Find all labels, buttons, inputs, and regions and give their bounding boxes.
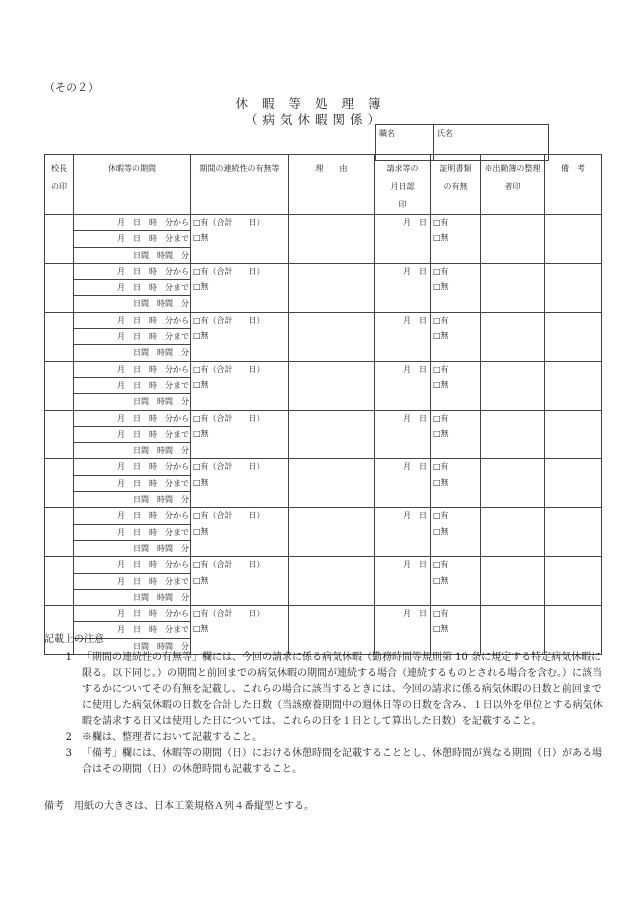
reason-cell[interactable] <box>289 410 375 459</box>
continuity-yes-checkbox[interactable]: □有（合計 日） <box>193 560 265 570</box>
certificate-no-checkbox[interactable]: □無 <box>433 379 449 389</box>
certificate-no-checkbox[interactable]: □無 <box>433 575 449 585</box>
request-date: 月 日 <box>403 218 427 227</box>
continuity-no-checkbox[interactable]: □無 <box>193 575 209 585</box>
attendance-seal-cell[interactable] <box>481 215 545 264</box>
remarks-cell[interactable] <box>545 508 602 557</box>
certificate-yes-checkbox[interactable]: □有 <box>433 413 449 423</box>
period-to: 月 日 時 分まで <box>74 476 190 492</box>
continuity-yes-checkbox[interactable]: □有（合計 日） <box>193 315 265 325</box>
certificate-cell[interactable] <box>431 263 481 312</box>
certificate-no-checkbox[interactable]: □無 <box>433 331 449 341</box>
attendance-seal-cell[interactable] <box>481 312 545 361</box>
leave-record-table <box>44 154 602 655</box>
request-date-cell[interactable] <box>375 410 431 459</box>
continuity-yes-checkbox[interactable]: □有（合計 日） <box>193 413 265 423</box>
continuity-cell[interactable] <box>191 410 289 459</box>
request-date-cell[interactable] <box>375 508 431 557</box>
period-cell[interactable] <box>74 312 191 361</box>
continuity-no-checkbox[interactable]: □無 <box>193 477 209 487</box>
remarks-cell[interactable] <box>545 557 602 606</box>
continuity-cell[interactable] <box>191 263 289 312</box>
certificate-cell[interactable] <box>431 459 481 508</box>
remarks-cell[interactable] <box>545 361 602 410</box>
request-date: 月 日 <box>403 364 427 374</box>
continuity-yes-checkbox[interactable]: □有（合計 日） <box>193 364 265 374</box>
period-cell[interactable] <box>74 263 191 312</box>
header-reason: 理 由 <box>289 155 375 215</box>
certificate-no-checkbox[interactable]: □無 <box>433 428 449 438</box>
reason-cell[interactable] <box>289 361 375 410</box>
period-duration: 日間 時間 分 <box>133 641 189 651</box>
note-item: 1 「期間の連続性の有無等」欄には、今回の請求に係る病気休暇（勤務時間等規則第 10 条に規定する特定病気休暇に限る。以下同じ。）の期間と前回までの病気休暇の期間が連続する場合（連続するものとされる場合を含む。）に該当するかについてその有無を記載し、これらの場合に該当するときには、今回の請求に係る病気休暇の日数と前回までに使用した病気休暇の日数を合計した日数（当該療養期間中の週休日等の日数を含み、１日以外を単位とする病気休暇を請求する日又は使用した日については、これらの日を１日として算出した日数）を記載すること。 <box>65 652 603 727</box>
continuity-no-checkbox[interactable]: □無 <box>193 428 209 438</box>
period-from: 月 日 時 分から <box>74 411 190 427</box>
certificate-cell[interactable] <box>431 557 481 606</box>
certificate-no-checkbox[interactable]: □無 <box>433 526 449 536</box>
continuity-yes-checkbox[interactable]: □有（合計 日） <box>193 218 265 227</box>
period-duration: 日間 時間 分 <box>133 543 189 553</box>
notes-section <box>44 632 604 778</box>
remarks-cell[interactable] <box>545 410 602 459</box>
period-to: 月 日 時 分まで <box>74 280 190 296</box>
certificate-cell[interactable] <box>431 410 481 459</box>
record-row <box>45 459 602 508</box>
period-from: 月 日 時 分から <box>74 362 190 378</box>
period-duration: 日間 時間 分 <box>133 250 189 260</box>
period-from: 月 日 時 分から <box>74 508 190 524</box>
record-row <box>45 215 602 264</box>
period-cell[interactable] <box>74 215 191 264</box>
certificate-no-checkbox[interactable]: □無 <box>433 624 449 634</box>
period-to: 月 日 時 分まで <box>74 378 190 394</box>
continuity-no-checkbox[interactable]: □無 <box>193 379 209 389</box>
period-from: 月 日 時 分から <box>74 215 190 231</box>
header-request-date: 請求等の月日認 印 <box>375 155 431 215</box>
form-subtitle: （病気休暇関係） <box>244 112 385 127</box>
record-row <box>45 410 602 459</box>
header-attendance-seal: ※出勤簿の整理者印 <box>481 155 545 215</box>
principal-seal-cell[interactable] <box>45 361 74 410</box>
period-from: 月 日 時 分から <box>74 459 190 475</box>
form-number: （その２） <box>44 81 99 94</box>
certificate-yes-checkbox[interactable]: □有 <box>433 462 449 472</box>
record-row <box>45 557 602 606</box>
request-date-cell[interactable] <box>375 312 431 361</box>
principal-seal-cell[interactable] <box>45 312 74 361</box>
period-duration: 日間 時間 分 <box>133 495 189 505</box>
reason-cell[interactable] <box>289 312 375 361</box>
certificate-yes-checkbox[interactable]: □有 <box>433 364 449 374</box>
attendance-seal-cell[interactable] <box>481 410 545 459</box>
header-principal-seal: 校長の印 <box>45 155 74 215</box>
continuity-cell[interactable] <box>191 459 289 508</box>
certificate-yes-checkbox[interactable]: □有 <box>433 609 449 619</box>
continuity-cell[interactable] <box>191 508 289 557</box>
period-from: 月 日 時 分から <box>74 606 190 622</box>
header-period: 休暇等の期間 <box>74 155 191 215</box>
request-date: 月 日 <box>403 609 427 619</box>
request-date-cell[interactable] <box>375 361 431 410</box>
certificate-yes-checkbox[interactable]: □有 <box>433 560 449 570</box>
continuity-cell[interactable] <box>191 215 289 264</box>
continuity-no-checkbox[interactable]: □無 <box>193 233 209 243</box>
period-to: 月 日 時 分まで <box>74 525 190 541</box>
continuity-no-checkbox[interactable]: □無 <box>193 331 209 341</box>
certificate-no-checkbox[interactable]: □無 <box>433 233 449 243</box>
period-cell[interactable] <box>74 361 191 410</box>
remarks-cell[interactable] <box>545 312 602 361</box>
remarks-cell[interactable] <box>545 459 602 508</box>
attendance-seal-cell[interactable] <box>481 557 545 606</box>
certificate-no-checkbox[interactable]: □無 <box>433 477 449 487</box>
request-date: 月 日 <box>403 413 427 423</box>
header-continuity: 期間の連続性の有無等 <box>191 155 289 215</box>
request-date: 月 日 <box>403 462 427 472</box>
position-label: 職名 <box>379 129 395 138</box>
record-row <box>45 508 602 557</box>
period-duration: 日間 時間 分 <box>133 592 189 602</box>
note-item: 2 ※欄は、整理者において記載すること。 <box>65 732 262 743</box>
principal-seal-cell[interactable] <box>45 263 74 312</box>
form-title: 休暇等処理簿 <box>235 96 395 111</box>
reason-cell[interactable] <box>289 459 375 508</box>
continuity-cell[interactable] <box>191 361 289 410</box>
period-to: 月 日 時 分まで <box>74 329 190 345</box>
continuity-no-checkbox[interactable]: □無 <box>193 624 209 634</box>
period-from: 月 日 時 分から <box>74 557 190 573</box>
period-duration: 日間 時間 分 <box>133 397 189 407</box>
header-row <box>45 155 602 215</box>
period-duration: 日間 時間 分 <box>133 299 189 309</box>
header-remarks: 備 考 <box>545 155 602 215</box>
attendance-seal-cell[interactable] <box>481 361 545 410</box>
record-row <box>45 263 602 312</box>
period-cell[interactable] <box>74 508 191 557</box>
request-date-cell[interactable] <box>375 215 431 264</box>
continuity-yes-checkbox[interactable]: □有（合計 日） <box>193 462 265 472</box>
record-row <box>45 361 602 410</box>
certificate-cell[interactable] <box>431 508 481 557</box>
certificate-no-checkbox[interactable]: □無 <box>433 282 449 292</box>
continuity-no-checkbox[interactable]: □無 <box>193 282 209 292</box>
request-date: 月 日 <box>403 315 427 325</box>
period-from: 月 日 時 分から <box>74 264 190 280</box>
reason-cell[interactable] <box>289 557 375 606</box>
certificate-cell[interactable] <box>431 215 481 264</box>
certificate-yes-checkbox[interactable]: □有 <box>433 266 449 276</box>
principal-seal-cell[interactable] <box>45 508 74 557</box>
note-item: 3 「備考」欄には、休暇等の期間（日）における休憩時間を記載することとし、休憩時間が異なる期間（日）がある場合はその期間（日）の休憩時間も記載すること。 <box>65 748 602 775</box>
continuity-yes-checkbox[interactable]: □有（合計 日） <box>193 609 265 619</box>
continuity-cell[interactable] <box>191 557 289 606</box>
period-to: 月 日 時 分まで <box>74 231 190 247</box>
continuity-cell[interactable] <box>191 312 289 361</box>
certificate-cell[interactable] <box>431 312 481 361</box>
period-to: 月 日 時 分まで <box>74 574 190 590</box>
request-date-cell[interactable] <box>375 459 431 508</box>
certificate-yes-checkbox[interactable]: □有 <box>433 511 449 521</box>
period-cell[interactable] <box>74 557 191 606</box>
remarks-cell[interactable] <box>545 263 602 312</box>
request-date: 月 日 <box>403 511 427 521</box>
principal-seal-cell[interactable] <box>45 557 74 606</box>
attendance-seal-cell[interactable] <box>481 459 545 508</box>
principal-seal-cell[interactable] <box>45 459 74 508</box>
period-from: 月 日 時 分から <box>74 313 190 329</box>
attendance-seal-cell[interactable] <box>481 263 545 312</box>
remarks-cell[interactable] <box>545 215 602 264</box>
paper-size-remark: 備考 用紙の大きさは、日本工業規格Ａ列４番縦型とする。 <box>44 801 314 812</box>
certificate-yes-checkbox[interactable]: □有 <box>433 218 449 227</box>
request-date-cell[interactable] <box>375 263 431 312</box>
request-date: 月 日 <box>403 266 427 276</box>
attendance-seal-cell[interactable] <box>481 508 545 557</box>
period-to: 月 日 時 分まで <box>74 622 190 638</box>
reason-cell[interactable] <box>289 508 375 557</box>
period-duration: 日間 時間 分 <box>133 348 189 358</box>
certificate-cell[interactable] <box>431 361 481 410</box>
period-cell[interactable] <box>74 459 191 508</box>
continuity-yes-checkbox[interactable]: □有（合計 日） <box>193 511 265 521</box>
reason-cell[interactable] <box>289 215 375 264</box>
reason-cell[interactable] <box>289 263 375 312</box>
notes-heading: 記載上の注意 <box>44 634 104 645</box>
period-duration: 日間 時間 分 <box>133 446 189 456</box>
period-to: 月 日 時 分まで <box>74 427 190 443</box>
principal-seal-cell[interactable] <box>45 410 74 459</box>
name-label: 氏名 <box>437 129 453 138</box>
period-cell[interactable] <box>74 410 191 459</box>
continuity-no-checkbox[interactable]: □無 <box>193 526 209 536</box>
request-date-cell[interactable] <box>375 557 431 606</box>
record-row <box>45 312 602 361</box>
request-date: 月 日 <box>403 560 427 570</box>
header-certificate: 証明書類の有無 <box>431 155 481 215</box>
certificate-yes-checkbox[interactable]: □有 <box>433 315 449 325</box>
continuity-yes-checkbox[interactable]: □有（合計 日） <box>193 266 265 276</box>
principal-seal-cell[interactable] <box>45 215 74 264</box>
